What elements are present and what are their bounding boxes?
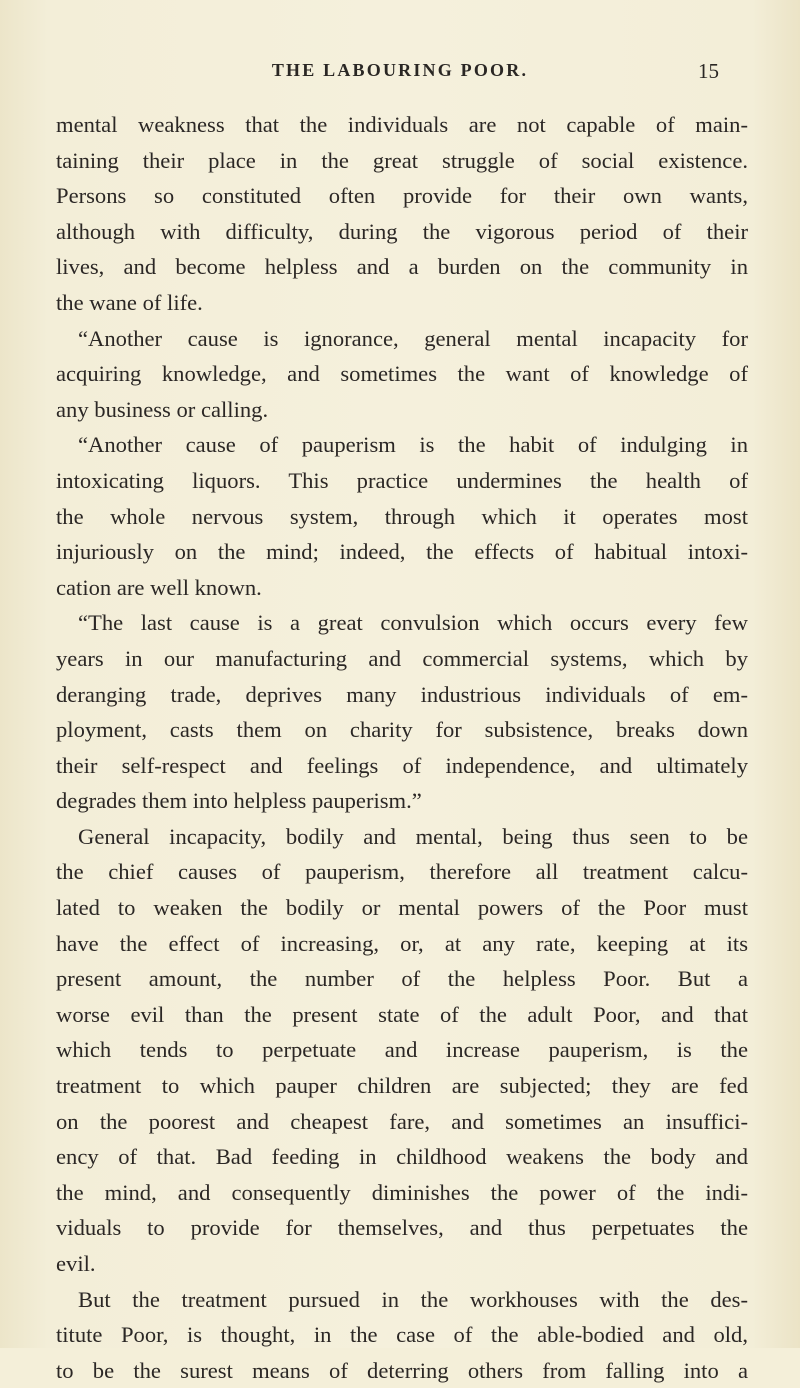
text-line: cation are well known. — [56, 574, 262, 600]
text-line: acquiring knowledge, and sometimes the want of knowledge of — [56, 361, 748, 387]
text-line: evil. — [56, 1251, 96, 1276]
page-number: 15 — [698, 59, 719, 83]
text-line: ployment, casts them on charity for subsistence, breaks down — [56, 717, 748, 743]
text-line: although with difficulty, during the vigorous period of their — [56, 218, 748, 244]
text-line: lated to weaken the bodily or mental powers of the Poor must — [56, 895, 748, 921]
text-line: which tends to perpetuate and increase pauperism, is the — [56, 1037, 748, 1063]
text-line: viduals to provide for themselves, and thus perpetuates the — [56, 1215, 748, 1241]
body-text — [56, 107, 748, 1388]
text-line: Persons so constituted often provide for their own wants, — [56, 183, 748, 209]
running-title: THE LABOURING POOR. — [271, 60, 529, 80]
text-line: General incapacity, bodily and mental, being thus seen to be — [78, 823, 748, 849]
text-line: any business or calling. — [56, 396, 269, 422]
text-line: degrades them into helpless pauperism.” — [56, 788, 422, 814]
text-line: intoxicating liquors. This practice undermines the health of — [56, 467, 748, 493]
text-line: the whole nervous system, through which it operates most — [56, 503, 748, 529]
text-line: deranging trade, deprives many industrious individuals of em- — [56, 681, 748, 707]
text-line: present amount, the number of the helpless Poor. But a — [56, 966, 748, 992]
text-line: on the poorest and cheapest fare, and sometimes an insuffici- — [56, 1108, 748, 1134]
text-line: titute Poor, is thought, in the case of the able-bodied and old, — [56, 1322, 748, 1348]
text-line: have the effect of increasing, or, at any rate, keeping at its — [56, 930, 748, 956]
text-line: lives, and become helpless and a burden on the community in — [56, 254, 748, 280]
running-header — [0, 60, 800, 88]
text-line: the mind, and consequently diminishes the power of the indi- — [56, 1179, 748, 1205]
text-line: ency of that. Bad feeding in childhood weakens the body and — [56, 1144, 748, 1170]
text-line: years in our manufacturing and commercial systems, which by — [56, 645, 748, 671]
text-line: taining their place in the great struggle of social existence. — [56, 147, 748, 173]
text-line: to be the surest means of deterring others from falling into a — [56, 1357, 748, 1383]
text-line: But the treatment pursued in the workhouses with the des- — [78, 1286, 748, 1312]
text-line: the wane of life. — [56, 289, 203, 315]
text-line: the chief causes of pauperism, therefore all treatment calcu- — [56, 859, 748, 885]
text-line: injuriously on the mind; indeed, the effects of habitual intoxi- — [56, 539, 748, 565]
text-line: “The last cause is a great convulsion which occurs every few — [78, 610, 748, 636]
text-line: worse evil than the present state of the adult Poor, and that — [56, 1001, 748, 1027]
text-line: treatment to which pauper children are subjected; they are fed — [56, 1073, 748, 1099]
text-line: mental weakness that the individuals are not capable of main- — [56, 112, 748, 137]
text-line: “Another cause is ignorance, general mental incapacity for — [78, 325, 748, 351]
text-line: their self-respect and feelings of independence, and ultimately — [56, 752, 748, 778]
text-line: “Another cause of pauperism is the habit of indulging in — [78, 432, 748, 458]
